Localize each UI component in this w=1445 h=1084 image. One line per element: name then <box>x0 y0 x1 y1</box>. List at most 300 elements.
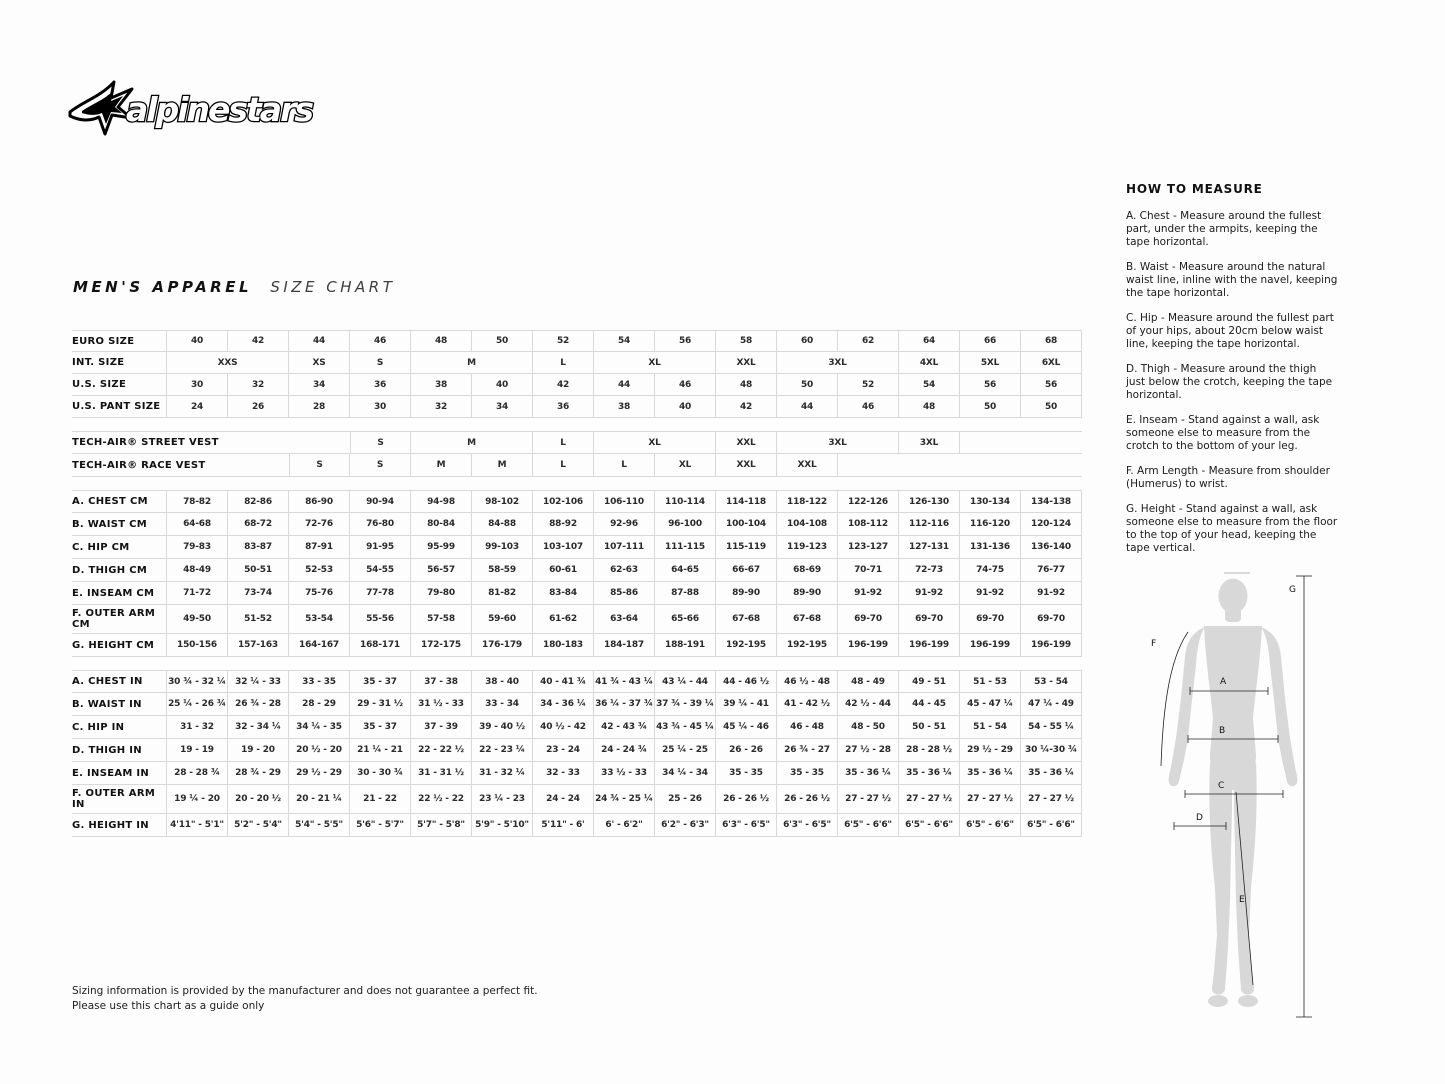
measure-instruction: E. Inseam - Stand against a wall, ask someone else to measure from the crotch to the bottom of your leg. <box>1126 414 1320 452</box>
table-cell: 85-86 <box>594 582 655 604</box>
label-hip: C <box>1218 781 1225 791</box>
table-cell: 6'5" - 6'6" <box>838 814 899 836</box>
table-cell: 108-112 <box>838 513 899 535</box>
table-cell: 192-195 <box>716 634 777 656</box>
table-cell: 37 - 39 <box>411 716 472 738</box>
table-cell: XL <box>655 454 716 476</box>
table-cell: 64 <box>899 331 960 351</box>
table-cell <box>167 432 350 453</box>
table-cell: 25 - 26 <box>655 785 716 813</box>
row-label: B. WAIST IN <box>72 693 167 715</box>
table-cell: 59-60 <box>472 605 533 633</box>
table-cell: 53-54 <box>289 605 350 633</box>
table-row-e-inseam-in <box>72 762 1082 785</box>
table-cell: 69-70 <box>960 605 1021 633</box>
table-cell: 40 - 41 ¾ <box>533 671 594 692</box>
table-cell: 69-70 <box>838 605 899 633</box>
table-cell: 33 - 34 <box>472 693 533 715</box>
table-cell: 26 - 26 ½ <box>716 785 777 813</box>
table-cell: 46 <box>838 396 899 417</box>
row-label: A. CHEST IN <box>72 671 167 692</box>
table-cell: 78-82 <box>167 491 228 512</box>
table-row-d-thigh-cm <box>72 559 1082 582</box>
table-cell: 104-108 <box>777 513 838 535</box>
table-cell: 50 <box>960 396 1021 417</box>
table-cell: 35 - 36 ¼ <box>1021 762 1082 784</box>
table-cell: 20 - 21 ¼ <box>289 785 350 813</box>
table-cell: 66 <box>960 331 1021 351</box>
row-label: EURO SIZE <box>72 331 167 351</box>
table-cell: 6' - 6'2" <box>594 814 655 836</box>
table-cell: 81-82 <box>472 582 533 604</box>
table-cell: 22 - 22 ½ <box>411 739 472 761</box>
table-cell: 119-123 <box>777 536 838 558</box>
table-row-a-chest-cm <box>72 490 1082 513</box>
table-cell: 67-68 <box>716 605 777 633</box>
table-cell: 80-84 <box>411 513 472 535</box>
how-to-measure-list <box>1126 210 1338 555</box>
table-cell: 67-68 <box>777 605 838 633</box>
table-cell: 34 <box>289 374 350 395</box>
table-cell: 48 - 49 <box>838 671 899 692</box>
table-cell: 98-102 <box>472 491 533 512</box>
table-cell: 21 - 22 <box>350 785 411 813</box>
footer-line-2: Please use this chart as a guide only <box>72 1000 265 1012</box>
table-cell: 68-69 <box>777 559 838 581</box>
table-cell: S <box>350 454 411 476</box>
table-cell: 27 - 27 ½ <box>1021 785 1082 813</box>
row-label: U.S. PANT SIZE <box>72 396 167 417</box>
row-label: F. OUTER ARM CM <box>72 605 167 633</box>
table-cell: 58 <box>716 331 777 351</box>
table-cell: 52 <box>838 374 899 395</box>
table-cell: 70-71 <box>838 559 899 581</box>
how-to-measure-panel <box>1126 182 1338 567</box>
table-cell: 42 <box>716 396 777 417</box>
table-cell: 43 ¼ - 44 <box>655 671 716 692</box>
table-cell: 37 ¾ - 39 ¼ <box>655 693 716 715</box>
table-group-in <box>72 670 1082 837</box>
table-cell: 91-92 <box>838 582 899 604</box>
label-height: G <box>1289 585 1296 595</box>
table-cell: 69-70 <box>1021 605 1082 633</box>
table-cell: 196-199 <box>1021 634 1082 656</box>
table-cell: S <box>289 454 350 476</box>
row-label: E. INSEAM IN <box>72 762 167 784</box>
table-cell: 120-124 <box>1021 513 1082 535</box>
table-cell: 20 ½ - 20 <box>289 739 350 761</box>
table-cell: XXL <box>716 432 777 453</box>
table-cell: 5XL <box>960 352 1021 373</box>
table-cell: 68-72 <box>228 513 289 535</box>
page-title-sub: SIZE CHART <box>270 278 396 296</box>
table-cell: 26 ¾ - 28 <box>228 693 289 715</box>
row-label: D. THIGH IN <box>72 739 167 761</box>
page-title <box>73 278 395 296</box>
table-cell: 54-55 <box>350 559 411 581</box>
table-cell: 29 ½ - 29 <box>289 762 350 784</box>
table-cell: 111-115 <box>655 536 716 558</box>
table-cell: L <box>533 352 594 373</box>
table-cell: S <box>350 432 411 453</box>
table-cell: 27 - 27 ½ <box>838 785 899 813</box>
table-cell: 52 <box>533 331 594 351</box>
table-cell: M <box>411 432 533 453</box>
table-cell: 89-90 <box>777 582 838 604</box>
table-cell: 5'2" - 5'4" <box>228 814 289 836</box>
table-cell: 41 ¾ - 43 ¼ <box>594 671 655 692</box>
table-row-e-inseam-cm <box>72 582 1082 605</box>
label-thigh: D <box>1196 813 1203 823</box>
table-row-f-outer-arm-cm <box>72 605 1082 634</box>
table-row-b-waist-in <box>72 693 1082 716</box>
table-cell: 38 - 40 <box>472 671 533 692</box>
label-waist: B <box>1219 726 1226 736</box>
table-cell: 34 - 36 ¼ <box>533 693 594 715</box>
table-cell: XXL <box>716 454 777 476</box>
table-cell: 39 ¼ - 41 <box>716 693 777 715</box>
table-cell: 30 - 30 ¾ <box>350 762 411 784</box>
table-cell: 64-65 <box>655 559 716 581</box>
table-cell: 62 <box>838 331 899 351</box>
table-cell: 40 <box>472 374 533 395</box>
table-cell: 3XL <box>777 352 899 373</box>
table-cell: 30 ¾ - 32 ¼ <box>167 671 228 692</box>
table-cell: 42 ½ - 44 <box>838 693 899 715</box>
page-title-main: MEN'S APPAREL <box>73 278 253 296</box>
table-cell: 19 ¼ - 20 <box>167 785 228 813</box>
table-cell: 123-127 <box>838 536 899 558</box>
table-cell: 30 ¼-30 ¾ <box>1021 739 1082 761</box>
table-row-tech-air-street-vest <box>72 431 1082 454</box>
table-cell: 49-50 <box>167 605 228 633</box>
table-cell: 24 - 24 ¾ <box>594 739 655 761</box>
table-cell: 38 <box>594 396 655 417</box>
table-cell: 6XL <box>1021 352 1082 373</box>
label-chest: A <box>1220 677 1227 687</box>
human-silhouette <box>1169 579 1298 1008</box>
row-label: G. HEIGHT CM <box>72 634 167 656</box>
table-cell: 72-76 <box>289 513 350 535</box>
table-row-u-s-size <box>72 374 1082 396</box>
table-cell: 64-68 <box>167 513 228 535</box>
table-cell: 44 - 45 <box>899 693 960 715</box>
measure-instruction: A. Chest - Measure around the fullest part, under the armpits, keeping the tape horizontal. <box>1126 210 1322 248</box>
row-label: F. OUTER ARM IN <box>72 785 167 813</box>
table-cell: 44 <box>777 396 838 417</box>
table-cell: 77-78 <box>350 582 411 604</box>
table-cell: 164-167 <box>289 634 350 656</box>
table-cell: 26 ¾ - 27 <box>777 739 838 761</box>
table-cell: 31 - 31 ½ <box>411 762 472 784</box>
table-cell: 172-175 <box>411 634 472 656</box>
table-cell: 82-86 <box>228 491 289 512</box>
table-cell: 72-73 <box>899 559 960 581</box>
table-cell: 19 - 20 <box>228 739 289 761</box>
table-cell: 35 - 36 ¼ <box>960 762 1021 784</box>
table-cell: 48 - 50 <box>838 716 899 738</box>
table-cell: 87-88 <box>655 582 716 604</box>
table-cell: L <box>594 454 655 476</box>
table-row-euro-size <box>72 330 1082 352</box>
table-cell: 5'11" - 6' <box>533 814 594 836</box>
table-cell: 196-199 <box>899 634 960 656</box>
row-label: TECH-AIR® STREET VEST <box>72 437 219 448</box>
table-cell: 51 - 53 <box>960 671 1021 692</box>
table-cell: 40 <box>167 331 228 351</box>
table-cell: 40 <box>655 396 716 417</box>
table-cell: 126-130 <box>899 491 960 512</box>
table-cell: 45 ¼ - 46 <box>716 716 777 738</box>
measure-instruction: C. Hip - Measure around the fullest part of your hips, about 20cm below waist line, keeping the tape horizontal. <box>1126 312 1334 350</box>
table-cell: S <box>350 352 411 373</box>
table-cell: 130-134 <box>960 491 1021 512</box>
table-cell: 180-183 <box>533 634 594 656</box>
row-label: B. WAIST CM <box>72 513 167 535</box>
table-cell: 31 - 32 ¼ <box>472 762 533 784</box>
table-cell: 35 - 36 ¼ <box>838 762 899 784</box>
table-cell: 110-114 <box>655 491 716 512</box>
row-label: A. CHEST CM <box>72 491 167 512</box>
table-row-b-waist-cm <box>72 513 1082 536</box>
table-cell: 6'5" - 6'6" <box>960 814 1021 836</box>
row-label: INT. SIZE <box>72 352 167 373</box>
table-cell: 83-84 <box>533 582 594 604</box>
size-table <box>72 330 1082 837</box>
table-row-u-s-pant-size <box>72 396 1082 418</box>
table-cell: 134-138 <box>1021 491 1082 512</box>
table-cell: 176-179 <box>472 634 533 656</box>
table-cell: 36 <box>533 396 594 417</box>
table-cell: 41 - 42 ½ <box>777 693 838 715</box>
table-cell: 61-62 <box>533 605 594 633</box>
table-cell: 48 <box>899 396 960 417</box>
table-cell: 122-126 <box>838 491 899 512</box>
table-cell: 43 ¾ - 45 ¼ <box>655 716 716 738</box>
table-cell: 116-120 <box>960 513 1021 535</box>
table-cell: 3XL <box>777 432 899 453</box>
table-cell: 192-195 <box>777 634 838 656</box>
table-cell: 4XL <box>899 352 960 373</box>
table-cell: 6'3" - 6'5" <box>777 814 838 836</box>
table-cell: 35 - 37 <box>350 716 411 738</box>
table-cell: XXS <box>167 352 289 373</box>
table-cell: 86-90 <box>289 491 350 512</box>
table-row-g-height-in <box>72 814 1082 837</box>
table-cell: 131-136 <box>960 536 1021 558</box>
table-cell: 76-77 <box>1021 559 1082 581</box>
table-cell: L <box>533 454 594 476</box>
table-row-c-hip-in <box>72 716 1082 739</box>
table-cell: 37 - 38 <box>411 671 472 692</box>
table-cell: 4'11" - 5'1" <box>167 814 228 836</box>
table-cell: 89-90 <box>716 582 777 604</box>
table-cell: 102-106 <box>533 491 594 512</box>
table-cell: 50 <box>1021 396 1082 417</box>
table-cell: XL <box>594 432 716 453</box>
table-cell: 50-51 <box>228 559 289 581</box>
row-label: D. THIGH CM <box>72 559 167 581</box>
table-cell: 25 ¼ - 26 ¾ <box>167 693 228 715</box>
table-cell: 48-49 <box>167 559 228 581</box>
table-cell: 28 - 28 ¾ <box>167 762 228 784</box>
table-cell: 106-110 <box>594 491 655 512</box>
table-cell: 35 - 36 ¼ <box>899 762 960 784</box>
table-row-a-chest-in <box>72 670 1082 693</box>
table-cell: 74-75 <box>960 559 1021 581</box>
table-cell: 30 <box>167 374 228 395</box>
table-cell: 34 ¼ - 35 <box>289 716 350 738</box>
table-cell: 58-59 <box>472 559 533 581</box>
table-cell: 63-64 <box>594 605 655 633</box>
table-cell: 21 ¼ - 21 <box>350 739 411 761</box>
table-cell: 91-92 <box>899 582 960 604</box>
table-group-sizes <box>72 330 1082 418</box>
logo-wordmark: alpinestars <box>126 90 312 129</box>
table-cell: 19 - 19 <box>167 739 228 761</box>
table-cell: 23 - 24 <box>533 739 594 761</box>
table-cell: 20 - 20 ½ <box>228 785 289 813</box>
table-cell: 60-61 <box>533 559 594 581</box>
table-cell: 136-140 <box>1021 536 1082 558</box>
table-cell: 54 - 55 ¼ <box>1021 716 1082 738</box>
table-cell: 25 ¼ - 25 <box>655 739 716 761</box>
table-cell: 42 <box>533 374 594 395</box>
table-cell: 34 ¼ - 34 <box>655 762 716 784</box>
footer-note <box>72 984 538 1014</box>
measure-instruction: G. Height - Stand against a wall, ask someone else to measure from the floor to the top of your head, keeping the tape vertical. <box>1126 503 1338 554</box>
body-measurement-figure <box>1138 570 1328 1032</box>
table-cell: 38 <box>411 374 472 395</box>
table-cell: 46 - 48 <box>777 716 838 738</box>
table-cell: 62-63 <box>594 559 655 581</box>
table-cell: 36 ¼ - 37 ¾ <box>594 693 655 715</box>
how-to-measure-title: HOW TO MEASURE <box>1126 182 1263 196</box>
table-cell: 79-80 <box>411 582 472 604</box>
table-cell: 48 <box>716 374 777 395</box>
table-cell: 57-58 <box>411 605 472 633</box>
table-cell: 26 - 26 <box>716 739 777 761</box>
table-cell: 32 - 33 <box>533 762 594 784</box>
table-cell: 24 ¾ - 25 ¼ <box>594 785 655 813</box>
table-cell: M <box>411 352 533 373</box>
table-cell: 32 <box>228 374 289 395</box>
table-cell: 5'6" - 5'7" <box>350 814 411 836</box>
table-cell: 45 - 47 ¼ <box>960 693 1021 715</box>
table-cell: 22 ½ - 22 <box>411 785 472 813</box>
table-cell: 56 <box>960 374 1021 395</box>
table-cell: 35 - 37 <box>350 671 411 692</box>
table-cell: XXL <box>716 352 777 373</box>
table-cell: 44 <box>289 331 350 351</box>
table-cell: 27 ½ - 28 <box>838 739 899 761</box>
table-cell: 51-52 <box>228 605 289 633</box>
table-cell: 94-98 <box>411 491 472 512</box>
table-cell: 83-87 <box>228 536 289 558</box>
table-cell: 53 - 54 <box>1021 671 1082 692</box>
table-row-d-thigh-in <box>72 739 1082 762</box>
table-cell: 32 - 34 ¼ <box>228 716 289 738</box>
table-cell: 34 <box>472 396 533 417</box>
measure-instruction: D. Thigh - Measure around the thigh just below the crotch, keeping the tape horizontal. <box>1126 363 1333 401</box>
table-cell: 42 <box>228 331 289 351</box>
table-cell: 32 ¼ - 33 <box>228 671 289 692</box>
table-cell: 5'9" - 5'10" <box>472 814 533 836</box>
table-cell: 32 <box>411 396 472 417</box>
table-cell: 66-67 <box>716 559 777 581</box>
table-cell: 28 - 29 <box>289 693 350 715</box>
alpinestars-star-icon <box>70 82 132 134</box>
table-cell: 46 <box>350 331 411 351</box>
table-cell: XXL <box>777 454 838 476</box>
table-cell: 65-66 <box>655 605 716 633</box>
table-cell: 196-199 <box>960 634 1021 656</box>
table-cell: 92-96 <box>594 513 655 535</box>
table-cell: 30 <box>350 396 411 417</box>
table-cell: 50 <box>777 374 838 395</box>
table-cell: 6'5" - 6'6" <box>899 814 960 836</box>
table-row-int-size <box>72 352 1082 374</box>
table-cell: 112-116 <box>899 513 960 535</box>
table-cell: 52-53 <box>289 559 350 581</box>
table-cell: 46 ½ - 48 <box>777 671 838 692</box>
label-arm: F <box>1151 639 1157 649</box>
table-cell: 26 - 26 ½ <box>777 785 838 813</box>
table-cell: 22 - 23 ¼ <box>472 739 533 761</box>
table-cell: 55-56 <box>350 605 411 633</box>
row-label: U.S. SIZE <box>72 374 167 395</box>
table-cell: 51 - 54 <box>960 716 1021 738</box>
table-cell: 54 <box>594 331 655 351</box>
table-cell: 28 <box>289 396 350 417</box>
measure-instruction: F. Arm Length - Measure from shoulder (Humerus) to wrist. <box>1126 465 1330 490</box>
row-label: G. HEIGHT IN <box>72 814 167 836</box>
table-cell: 36 <box>350 374 411 395</box>
footer-line-1: Sizing information is provided by the manufacturer and does not guarantee a perfect fit. <box>72 985 538 997</box>
table-cell <box>960 432 1082 453</box>
table-cell: 90-94 <box>350 491 411 512</box>
table-cell: 103-107 <box>533 536 594 558</box>
table-cell: 114-118 <box>716 491 777 512</box>
table-cell: 35 - 35 <box>777 762 838 784</box>
table-cell: 42 - 43 ¾ <box>594 716 655 738</box>
table-cell: 84-88 <box>472 513 533 535</box>
table-group-techair <box>72 431 1082 477</box>
table-cell: 50 <box>472 331 533 351</box>
table-cell: 46 <box>655 374 716 395</box>
table-cell: 91-95 <box>350 536 411 558</box>
table-cell: 79-83 <box>167 536 228 558</box>
table-cell: 27 - 27 ½ <box>960 785 1021 813</box>
table-cell: 29 - 31 ½ <box>350 693 411 715</box>
table-cell: 168-171 <box>350 634 411 656</box>
table-row-c-hip-cm <box>72 536 1082 559</box>
table-cell: 29 ½ - 29 <box>960 739 1021 761</box>
table-cell: 26 <box>228 396 289 417</box>
table-cell: 31 ½ - 33 <box>411 693 472 715</box>
table-cell: 71-72 <box>167 582 228 604</box>
table-cell: 6'5" - 6'6" <box>1021 814 1082 836</box>
table-cell: 28 - 28 ½ <box>899 739 960 761</box>
row-label: C. HIP IN <box>72 716 167 738</box>
table-cell: 196-199 <box>838 634 899 656</box>
table-cell: 100-104 <box>716 513 777 535</box>
table-cell: 35 - 35 <box>716 762 777 784</box>
table-cell: 39 - 40 ½ <box>472 716 533 738</box>
table-cell: 60 <box>777 331 838 351</box>
table-cell: 44 - 46 ½ <box>716 671 777 692</box>
table-cell: 68 <box>1021 331 1082 351</box>
